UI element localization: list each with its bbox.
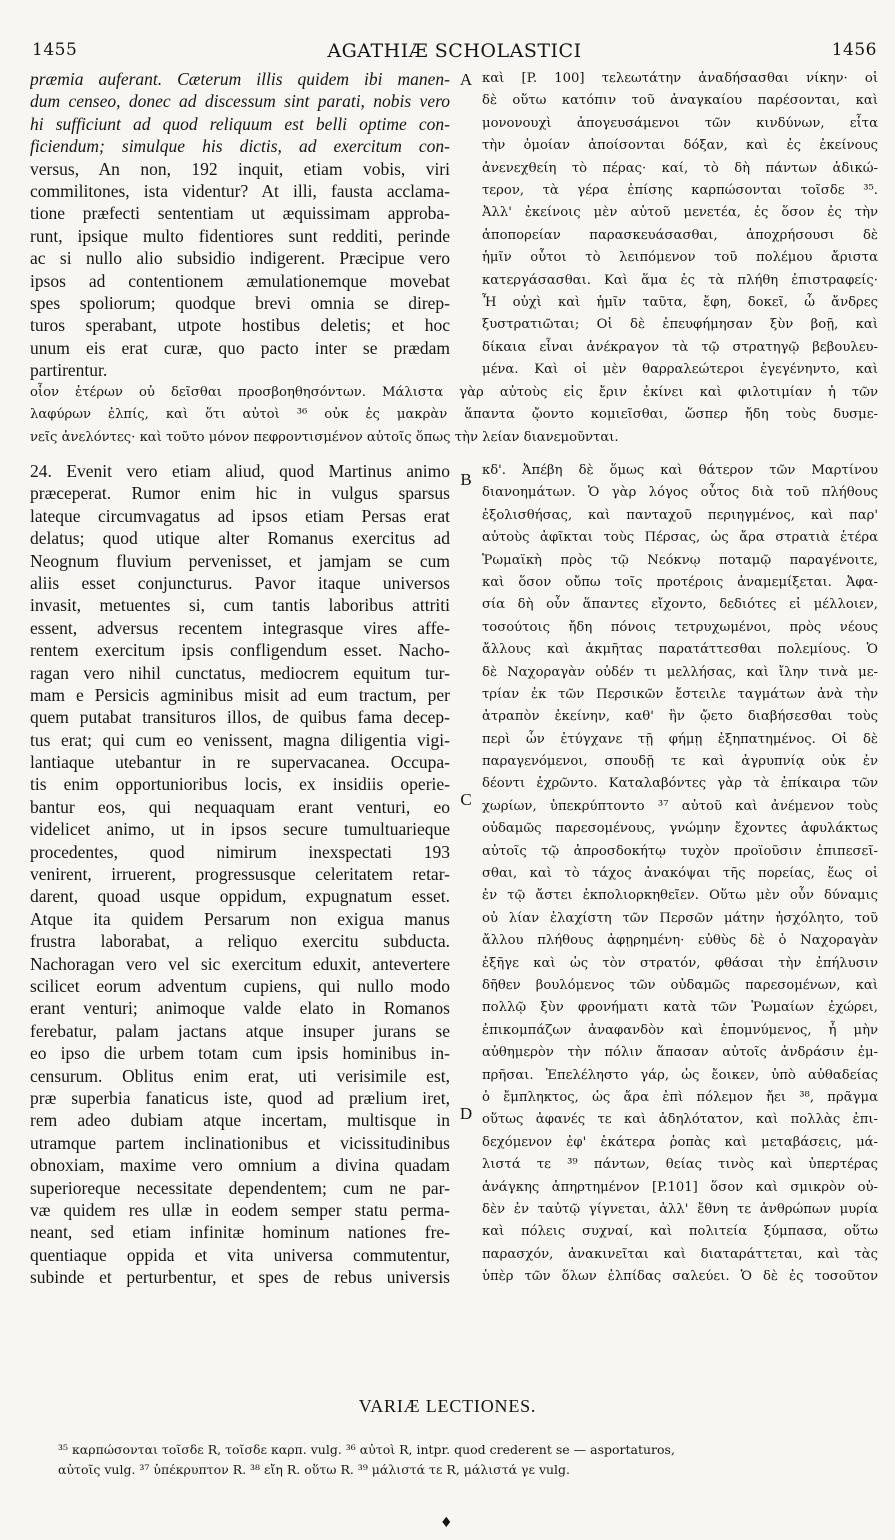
text-line: ὁ ἔμπληκτος, ὡς ἄρα ἐπὶ πόλεμον ἤει ³⁸, πρᾶγμα [482, 1089, 878, 1105]
text-line: quentiaque oppida et vita universa commutentur, [30, 1244, 450, 1265]
text-line: παρασχόν, ἀνακινεῖται καὶ διαταράττεται, καὶ τὰς [482, 1246, 878, 1262]
text-line: Nachoragan vero vel sic exercitum eduxit, antevertere [30, 953, 450, 974]
text-line: δέοντι ἐχρῶντο. Καταλαβόντες γὰρ τὰ ἐπίκαιρα τῶν [482, 776, 878, 792]
text-line: bantur eos, qui nequaquam erant venturi, eo [30, 796, 450, 817]
text-line: δὲ Ναχοραγὰν οὐδέν τι μελλήσας, καὶ ἴλην τινὰ με- [482, 664, 878, 680]
text-line: rem adeo dubiam atque incertam, multisque in [30, 1110, 450, 1131]
text-line: ἐν τῷ ἄστει ἐκπολιορκηθεῖεν. Οὕτω μὲν οὖν δύναμις [482, 888, 878, 904]
latin-column-bottom [30, 460, 450, 1288]
text-line: delatus; quod utique alter Romanus exercitus ad [30, 528, 450, 549]
text-line: mam e Persicis agminibus misit ad eum tractum, per [30, 684, 450, 705]
latin-column-top [30, 68, 450, 381]
left-page-number: 1455 [32, 40, 78, 60]
text-line: procedentes, quod nimirum inexspectati 193 [30, 841, 450, 862]
greek-column-top [482, 68, 878, 381]
text-line: δίκαια εἶναι ἀνέκραγον τὰ τῷ στρατηγῷ βεβουλευ- [482, 339, 878, 355]
text-line: superioreque necessitate dependentem; cum ne par- [30, 1177, 450, 1198]
text-line: τὴν ὁμοίαν ἀποίσονται δόξαν, καὶ ἐς ἐκείνους [482, 138, 878, 154]
text-line: ac si nullo alio subsidio indigerent. Præcipue vero [30, 248, 450, 269]
text-line: darent, quoad usque oppidum, expugnatum esset. [30, 886, 450, 907]
text-line: δὲ οὕτω κατόπιν τοῦ ἀναγκαίου παρέσονται, καὶ [482, 93, 878, 109]
text-line: lateque circumvagatus ad ipsos etiam Persas erat [30, 505, 450, 526]
text-line: erant venturi; animoque valde elato in Romanos [30, 998, 450, 1019]
text-line: ἐξολισθήσας, καὶ πανταχοῦ περιηγμένος, καὶ παρ' [482, 507, 878, 523]
text-line: eo ipso die urbem totam cum ipsis hominibus in- [30, 1043, 450, 1064]
text-line: obnoxiam, maxime vero omnium a divina quadam [30, 1155, 450, 1176]
page-mark: ♦ [440, 1515, 453, 1531]
text-line: ἀτραπὸν ἐκείνην, καθ' ἣν ᾤετο διαβήσεσθαι τοὺς [482, 709, 878, 725]
text-line: αὐτοὺς ἀφῖκται τοὺς Πέρσας, ὡς ἄρα στρατιὰ ἑτέρα [482, 530, 878, 546]
text-line: καὶ πόλεις συχναί, καὶ πολιτεία ξύμπασα, οὕτω [482, 1224, 878, 1240]
text-line: scilicet eorum adventum cupiens, qui nullo modo [30, 975, 450, 996]
text-line: καὶ [P. 100] τελεωτάτην ἀναδήσασθαι νίκην· οἱ [482, 71, 878, 86]
margin-letter-a: A [459, 70, 473, 89]
text-line: ἄλλου πλήθους ἀφῃρημένη· εὐθὺς δὲ ὁ Ναχοραγὰν [482, 933, 878, 949]
text-line: unum eis erat curæ, quo pacto inter se prædam [30, 337, 450, 358]
text-line: subinde et perturbentur, et spes de rebus universis [30, 1267, 450, 1288]
text-line: Atque ita quidem Persarum non exigua manus [30, 908, 450, 929]
text-line: χωρίων, ὑπεκρύπτοντο ³⁷ αὐτοῦ καὶ ἀνέμενον τοὺς [482, 798, 878, 814]
text-line: quem putabat transituros illos, de quibus fama decep- [30, 707, 450, 728]
text-line: commilitones, ista videntur? At illi, fausta acclama- [30, 180, 450, 201]
text-line: διανοημάτων. Ὁ γὰρ λόγος οὗτος διὰ τοῦ πλήθους [482, 485, 878, 501]
text-line: væ quidem res ullæ in eodem semper statu perma- [30, 1199, 450, 1220]
text-line: παραγενόμενοι, σπουδῇ τε καὶ ἀγρυπνίᾳ οὐκ ἐν [482, 754, 878, 770]
variae-lectiones-notes [58, 1440, 878, 1480]
text-line: runt, ipsique multo fidentiores sunt redditi, perinde [30, 225, 450, 246]
text-line: λαφύρων ἐλπίς, καὶ ὅτι αὐτοὶ ³⁶ οὐκ ἐς μακρὰν ἅπαντα ᾤοντο κομιεῖσθαι, ὥσπερ ἤδη τοὺς δυσμε- [30, 407, 878, 423]
text-line: νεῖς ἀνελόντες· καὶ τοῦτο μόνον πεφροντισμένον αὐτοῖς ὅπως τὴν λείαν διανεμοῦνται. [30, 429, 619, 445]
text-line: aliis esset conjuncturus. Pavor itaque universos [30, 572, 450, 593]
text-line: turos sperabant, utpote hostibus deletis; et hoc [30, 315, 450, 336]
text-line: ἀνάγκης ἀπηρτημένον [P.101] ὅσον καὶ σμικρὸν οὐ- [482, 1179, 878, 1195]
text-line: præmia auferant. Cæterum illis quidem ibi manen- [30, 69, 450, 89]
text-line: αὐτοῖς vulg. ³⁷ ὑπέκρυπτον R. ³⁸ εἴη R. οὕτω R. ³⁹ μάλιστά τε R, μάλιστά γε vulg. [58, 1462, 571, 1477]
text-line: πολλῷ ξὺν φρονήματι κατὰ τῶν Ῥωμαίων ἐχώρει, [482, 1000, 878, 1016]
text-line: τρίαν ἐκ τῶν Περσικῶν ἔστειλε ταγμάτων ἀνὰ τὴν [482, 686, 878, 702]
text-line: κατεργάσασθαι. Καὶ ἅμα ἐς τὰ πλήθη ἐπιστραφείς· [482, 272, 878, 288]
text-line: οὐδαμῶς παρεσομένους, γνώμην ἔχοντες ἀφυλάκτως [482, 821, 878, 837]
text-line: ξυστρατιῶται; Οἱ δὲ ἐπευφήμησαν ξὺν βοῇ, καὶ [482, 317, 878, 333]
right-page-number: 1456 [831, 40, 877, 60]
text-line: σία δὴ οὖν ἅπαντες εἴχοντο, δεδιότες εἰ μέλλοιεν, [482, 597, 878, 613]
text-line: utramque partem inclinationibus et vicissitudinibus [30, 1132, 450, 1153]
margin-letter-c: C [460, 790, 472, 809]
text-line: ἄλλους καὶ ἀκμῆτας παρατάττεσθαι πολεμίους. Ὁ [482, 642, 878, 658]
text-line: versus, An non, 192 inquit, etiam vobis, viri [30, 158, 450, 179]
text-line: ipsos ad contentionem æmulationemque movebat [30, 270, 450, 291]
greek-fullwidth-paragraph [30, 382, 878, 449]
text-line: hi sufficiunt ad quod reliquum est belli optime con- [30, 113, 450, 134]
text-line: αὐθημερὸν τὴν πόλιν ἅπασαν αὐτοῖς ἀνδράσιν ἐμ- [482, 1045, 878, 1061]
text-line: δεχόμενον ἐφ' ἑκάτερα ῥοπὰς καὶ μεταβάσεις, μά- [482, 1134, 878, 1150]
text-line: καὶ ὅσον οὔπω τοῖς προτέροις ἀναμεμίξεται. Ἀφα- [482, 574, 878, 590]
text-line: οὐ λίαν ἐλαχίστη τῶν Περσῶν μάτην ἠσχόλητο, τοῦ [482, 910, 878, 926]
text-line: rentem exercitum ipsis confligendum esset. Nacho- [30, 640, 450, 661]
text-line: οὕτως ἀφανές τε καὶ ἀδηλότατον, καὶ πολλὰς ἐπι- [482, 1112, 878, 1128]
text-line: μονονουχὶ ἀπογευσάμενοι τῶν κινδύνων, εἶτα [482, 115, 878, 131]
text-line: venirent, irruerent, progressusque celeritatem retar- [30, 864, 450, 885]
text-line: dum censeo, donec ad discessum sint parati, nobis vero [30, 91, 450, 112]
text-line: tione præfecti sententiam ut æquissimam approba- [30, 203, 450, 224]
text-line: αὐτοῖς τῷ ἀπροσδοκήτῳ τυχὸν προϊοῦσιν ἐπιπεσεῖ- [482, 843, 878, 859]
text-line: Ῥωμαϊκὴ πρὸς τῷ Νεόκνῳ ποταμῷ παραγένοιτε, [482, 552, 878, 568]
text-line: ferebatur, palam jactans atque insuper jurans se [30, 1020, 450, 1041]
text-line: ragan vero nihil cunctatus, mediocrem equitum tur- [30, 662, 450, 683]
text-line: neant, sed etiam infinitæ hominum nationes fre- [30, 1222, 450, 1243]
text-line: ἀποπορείαν παρασκευάσασθαι, ἀποχρήσουσι δὲ [482, 227, 878, 243]
text-line: Ἦ οὐχὶ καὶ ἡμῖν ταῦτα, ἔφη, δοκεῖ, ὦ ἄνδρες [482, 294, 878, 310]
text-line: præceperat. Rumor enim hic in vulgus sparsus [30, 483, 450, 504]
text-line: spes spoliorum; quodque brevi omnia se direp- [30, 292, 450, 313]
text-line: 24. Evenit vero etiam aliud, quod Martinus animo [30, 461, 450, 481]
text-line: ἐξῆγε καὶ ὡς τὸν στρατόν, φθάσαι τὴν ἐπήλυσιν [482, 955, 878, 971]
text-line: tis enim opportunioribus locis, ex insidiis operie- [30, 774, 450, 795]
margin-letter-d: D [459, 1104, 473, 1123]
text-line: partirentur. [30, 360, 108, 381]
text-line: κδ'. Ἀπέβη δὲ ὅμως καὶ θάτερον τῶν Μαρτίνου [482, 463, 878, 478]
text-line: δὲν ἐν ταὐτῷ γίγνεται, ἀλλ' ἔθνη τε ἀνθρώπων μυρία [482, 1201, 878, 1217]
text-line: σθαι, καὶ τὸ τάχος ἀνακόψαι τῆς πορείας, ἕως οἱ [482, 866, 878, 882]
text-line: lantiaque utebantur in re supervacanea. Occupa- [30, 752, 450, 773]
text-line: μένα. Καὶ οἱ μὲν θαρραλεώτεροι ἐγεγένηντο, καὶ [482, 362, 878, 378]
variae-lectiones-title: VARIÆ LECTIONES. [358, 1396, 537, 1416]
text-line: ἀνενεχθείη τὸ πέρας· καί, τὸ δὴ πάντων ἀδικώ- [482, 160, 878, 176]
text-line: ὑπὲρ τῶν ὅλων ἐλπίδας σαλεύει. Ὁ δὲ ἐς τοσοῦτον [482, 1269, 878, 1285]
text-line: tus erat; qui cum eo venissent, magna diligentia vigi- [30, 729, 450, 750]
text-line: ficiendum; simulque his dictis, ad exercitum con- [30, 136, 450, 157]
text-line: videlicet animo, ut in ipsos secure tumultuarieque [30, 819, 450, 840]
text-line: λιστά τε ³⁹ πάντων, θείας τινὸς καὶ ὑπερτέρας [482, 1157, 878, 1173]
text-line: censurum. Oblitus enim erat, uti verisimile est, [30, 1065, 450, 1086]
text-line: οἷον ἑτέρων οὐ δεῖσθαι προσβοηθησόντων. Μάλιστα γὰρ αὐτοὺς εἰς ἔριν ἐκίνει καὶ φιλοτιμίαν ἡ τῶν [30, 385, 878, 400]
text-line: τοσούτοις ἤδη πόνοις τετρυχωμένοι, πρὸς νέους [482, 619, 878, 635]
text-line: δῆθεν βουλόμενος τῶν οὐδαμῶς παρεσομένων, καὶ [482, 977, 878, 993]
text-line: essent, adversus recentem integrasque vires affe- [30, 617, 450, 638]
text-line: ἐπικομπάζων ἀναφανδὸν καὶ ἐπομνύμενος, ἦ μὴν [482, 1022, 878, 1038]
text-line: Ἀλλ' ἐκείνοις μὲν αὐτοῦ μενετέα, ἐς ὅσον ἐς τὴν [482, 205, 878, 221]
text-line: πρῆσαι. Ἐπελέληστο γάρ, ὡς ἔοικεν, ὑπὸ αὐθαδείας [482, 1067, 878, 1083]
text-line: invasit, metuentes si, cum tantis laboribus attriti [30, 595, 450, 616]
text-line: τερον, τὰ γέρα ἐπίσης καρπώσονται τοῖσδε ³⁵. [482, 182, 878, 198]
text-line: Neognum fluvium pervenisset, et jamjam se cum [30, 550, 450, 571]
text-line: præ superbia fanaticus iste, quod ad prælium iret, [30, 1087, 450, 1108]
text-line: frustra laborabat, a reliquo exercitu subducta. [30, 931, 450, 952]
text-line: περὶ ὧν ἐτύγχανε τῇ φήμῃ ἐξηπατημένος. Οἱ δὲ [482, 731, 878, 747]
greek-column-bottom [482, 460, 878, 1288]
text-line: ἡμῖν οὗτοι τὸ λειπόμενον τοῦ πολέμου ἄριστα [482, 250, 878, 266]
page-header [32, 40, 877, 66]
margin-letter-b: B [460, 470, 472, 489]
running-title: AGATHIÆ SCHOLASTICI [327, 40, 582, 62]
text-line: ³⁵ καρπώσονται τοῖσδε R, τοῖσδε καρπ. vulg. ³⁶ αὐτοὶ R, intpr. quod crederent se — asportaturos, [58, 1442, 675, 1457]
